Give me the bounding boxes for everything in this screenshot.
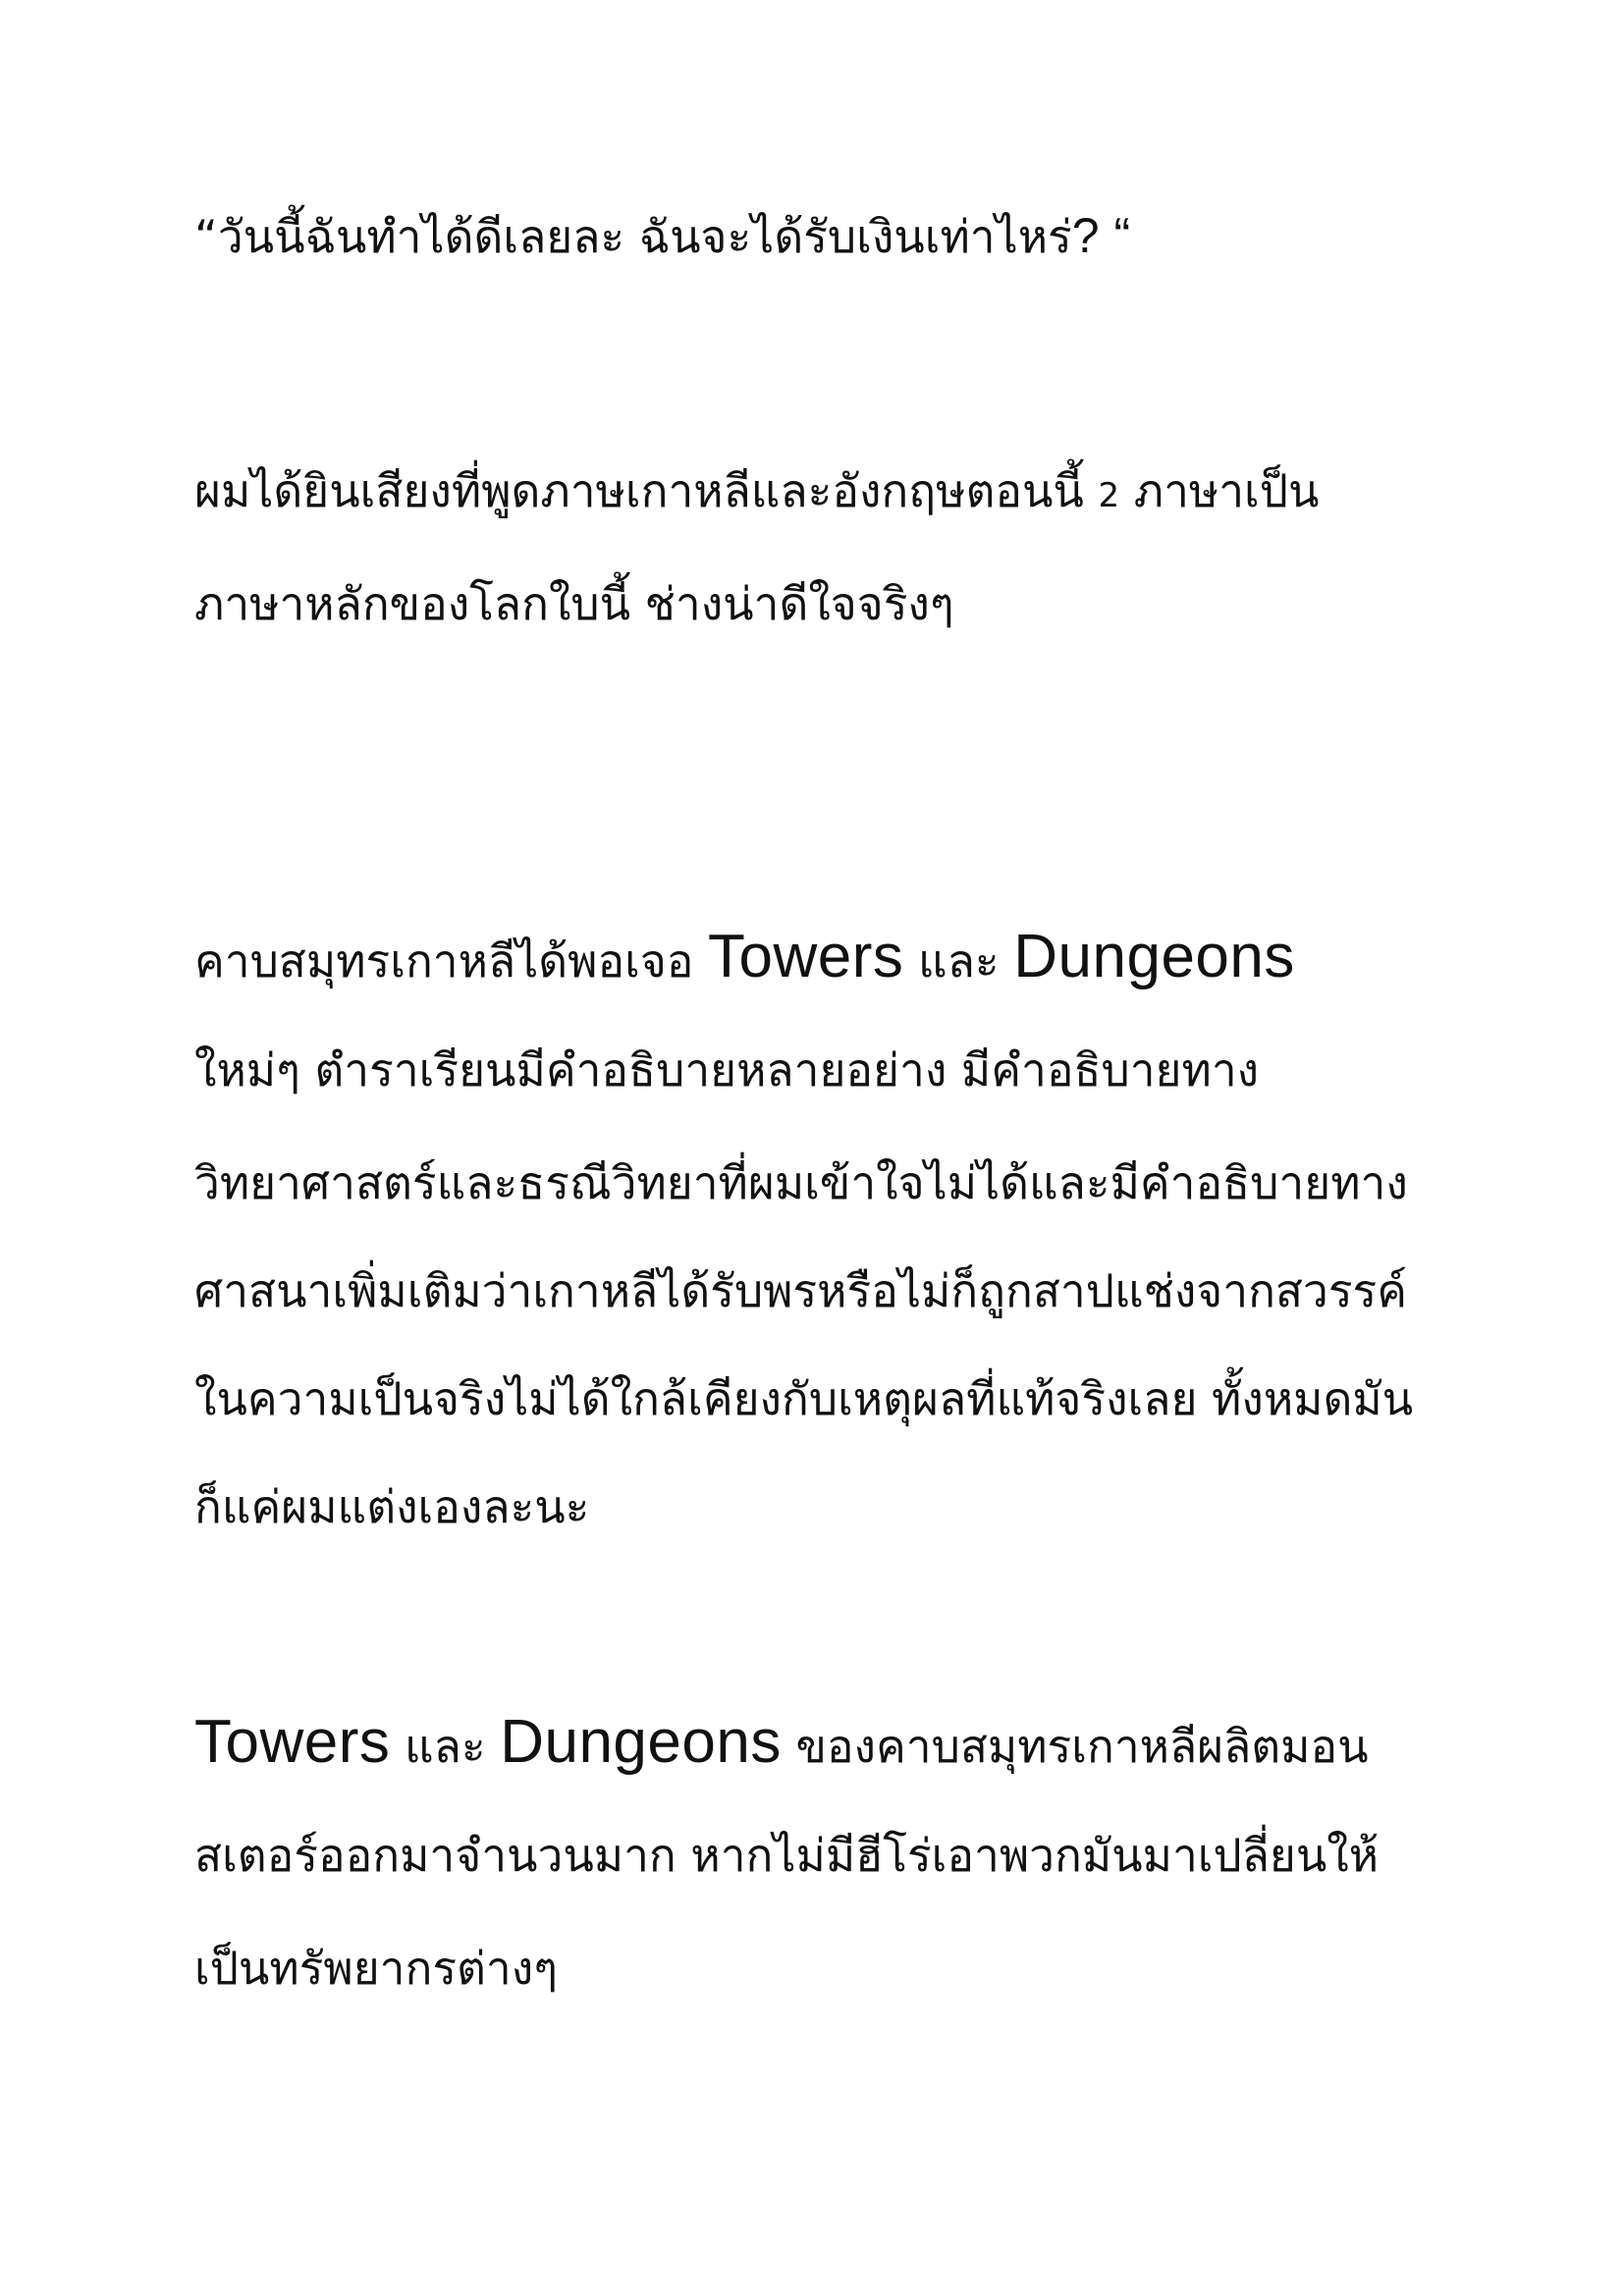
- paragraph-4-line-3: เป็นทรัพยากรต่างๆ: [194, 1942, 558, 1995]
- term-dungeons: Dungeons: [1013, 923, 1295, 990]
- paragraph-3-line-3: วิทยาศาสตร์และธรณีวิทยาที่ผมเข้าใจไม่ได้และมีคำอธิบายทาง: [194, 1156, 1408, 1209]
- text-segment: และ: [390, 1720, 501, 1773]
- term-dungeons: Dungeons: [500, 1708, 782, 1776]
- paragraph-2-line-2: ภาษาหลักของโลกใบนี้ ช่างน่าดีใจจริงๆ: [194, 577, 954, 630]
- paragraph-3-line-5: ในความเป็นจริงไม่ได้ใกล้เคียงกับเหตุผลที่แท้จริงเลย ทั้งหมดมัน: [194, 1372, 1414, 1425]
- text-segment: และ: [903, 934, 1014, 988]
- paragraph-3-line-6: ก็แค่ผมแต่งเองละนะ: [194, 1480, 590, 1533]
- paragraph-2-line-1: [194, 461, 1319, 525]
- dialogue-text: “วันนี้ฉันทำได้ดีเลยละ ฉันจะได้รับเงินเท่าไหร่: [194, 210, 1072, 263]
- text-segment: ของคาบสมุทรเกาหลีผลิตมอน: [781, 1720, 1369, 1773]
- paragraph-4-line-1: [194, 1708, 1369, 1776]
- text-segment: ผมได้ยินเสียงที่พูดภาษเกาหลีและอังกฤษตอนนี้: [194, 464, 1099, 517]
- paragraph-3-line-2: ใหม่ๆ ตำราเรียนมีคำอธิบายหลายอย่าง มีคำอธิบายทาง: [194, 1043, 1260, 1096]
- paragraph-4-line-2: สเตอร์ออกมาจำนวนมาก หากไม่มีฮีโร่เอาพวกมันมาเปลี่ยนให้: [194, 1829, 1380, 1882]
- number-segment: 2: [1098, 476, 1120, 515]
- text-segment: คาบสมุทรเกาหลีได้พอเจอ: [194, 934, 709, 988]
- paragraph-1-line-1: [194, 206, 1131, 266]
- paragraph-3-line-4: ศาสนาเพิ่มเติมว่าเกาหลีได้รับพรหรือไม่ก็ถูกสาปแช่งจากสวรรค์: [194, 1264, 1408, 1317]
- term-towers: Towers: [194, 1708, 391, 1776]
- term-towers: Towers: [708, 923, 904, 990]
- question-mark: ? “: [1071, 208, 1131, 263]
- text-segment: ภาษาเป็น: [1119, 464, 1320, 517]
- paragraph-3-line-1: [194, 923, 1295, 990]
